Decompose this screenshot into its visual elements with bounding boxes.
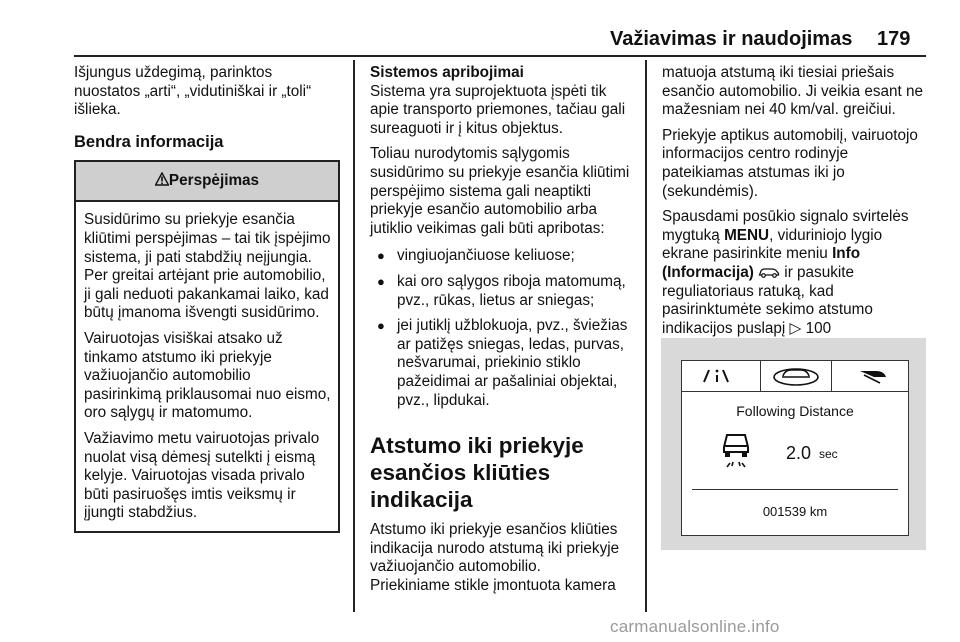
vehicle-ahead-icon xyxy=(718,431,754,469)
column-left xyxy=(74,64,340,533)
display-screen xyxy=(681,360,909,536)
column-divider xyxy=(353,60,355,612)
text-span: , viduriniojo lygio ekrane pasirinkite meniu xyxy=(662,226,883,263)
warning-paragraph: Važiavimo metu vairuotojas privalo nuolat visą dėmesį sutelkti į eismą kelyje. Vairuotojas visada privalo būti pasiruošęs imtis veiksmų ir įjungti stabdžius. xyxy=(84,429,320,522)
following-distance-tab xyxy=(760,361,832,392)
warning-paragraph: Susidūrimo su priekyje esančia kliūtimi perspėjimas – tai tik įspėjimo sistema, ji pati stabdžių neįjungia. Per greitai artėjant prie automobilio, ji gali neduoti pakankamai laiko, kad būtų įmanoma išvengti susidūrimo. xyxy=(84,211,331,322)
display-title: Following Distance xyxy=(736,403,854,419)
car-icon xyxy=(758,266,780,278)
car-icon xyxy=(761,361,831,391)
camera-paragraph-cont: matuoja atstumą iki tiesiai priešais esančio automobilio. Ji veikia esant ne mažesniam nei 40 km/val. greičiui. xyxy=(662,64,924,119)
watermark: carmanualsonline.info xyxy=(610,617,780,636)
distance-value: 2.0 xyxy=(786,443,812,463)
page-number: 179 xyxy=(877,28,911,50)
camera-paragraph: Priekiniame stikle įmontuota kamera xyxy=(370,576,616,594)
distance-unit: sec xyxy=(819,447,838,461)
warning-box xyxy=(74,160,340,533)
section-heading-general: Bendra informacija xyxy=(74,132,224,151)
page-reference: 100 xyxy=(805,319,832,337)
limits-title: Sistemos apribojimai xyxy=(370,64,524,81)
warning-paragraph: Vairuotojas visiškai atsako už tinkamo atstumo iki priekyje važiuojančio automobilio pasirinkimą priklausomai nuo eismo, oro sąlygų ir matomumo. xyxy=(84,329,331,422)
odometer: 001539 km xyxy=(762,504,828,519)
warning-title: Perspėjimas xyxy=(168,172,260,190)
conditions-list xyxy=(370,247,636,410)
limits-paragraph: Sistema yra suprojektuota įspėti tik apie transporto priemones, tačiau gali sureaguoti ir į kitus objektus. xyxy=(370,82,626,137)
economy-icon xyxy=(848,361,898,391)
conditions-paragraph: Toliau nurodytomis sąlygomis susidūrimo su priekyje esančia kliūtimi perspėjimo sistema gali neaptikti priekyje esančio automobilio arba jutiklio veikimas gali būti apribotas: xyxy=(370,145,630,237)
menu-instructions xyxy=(662,208,932,338)
warning-triangle-icon xyxy=(155,172,169,186)
road-info-icon xyxy=(696,361,746,391)
page-reference-icon: ▷ xyxy=(789,319,802,337)
column-middle xyxy=(370,64,636,595)
warning-body xyxy=(76,202,338,531)
column-right xyxy=(662,64,932,345)
section-heading-distance: Atstumo iki priekyje esančios kliūties indikacija xyxy=(370,433,584,513)
list-item: ● kai oro sąlygos riboja matomumą, pvz., rūkas, lietus ar sniegas; xyxy=(370,273,636,310)
column-divider xyxy=(645,60,647,612)
list-item: ● jei jutiklį užblokuoja, pvz., šviežias ar patižęs sniegas, ledas, purvas, nešvarumai, priekinio stiklo pažeidimai ar pašaliniai objektai, pvz., lipdukai. xyxy=(370,317,636,410)
divider xyxy=(692,489,898,490)
distance-paragraph: Atstumo iki priekyje esančios kliūties indikacija nurodo atstumą iki priekyje važiuojančio automobilio. xyxy=(370,521,620,576)
list-item: ● vingiuojančiuose keliuose; xyxy=(370,247,636,266)
menu-button-label: MENU xyxy=(724,226,770,244)
text-span: Spausdami posūkio signalo svirtelės mygtuką xyxy=(662,208,909,244)
intro-paragraph: Išjungus uždegimą, parinktos nuostatos „arti“, „vidutiniškai ir „toli“ išlieka. xyxy=(74,64,312,119)
info-menu-label: Info (Informacija) xyxy=(662,245,861,281)
header-title: Važiavimas ir naudojimas xyxy=(610,28,853,50)
text-span: ir pasukite reguliatoriaus ratuką, kad pasirinktumėte sekimo atstumo indikacijos puslapį xyxy=(662,263,873,337)
display-paragraph: Priekyje aptikus automobilį, vairuotojo informacijos centro rodinyje pateikiamas atstumas iki jo (sekundėmis). xyxy=(662,126,918,200)
header-rule xyxy=(74,55,926,57)
display-illustration xyxy=(661,338,926,550)
warning-header xyxy=(76,162,338,202)
display-tabs xyxy=(682,361,908,392)
